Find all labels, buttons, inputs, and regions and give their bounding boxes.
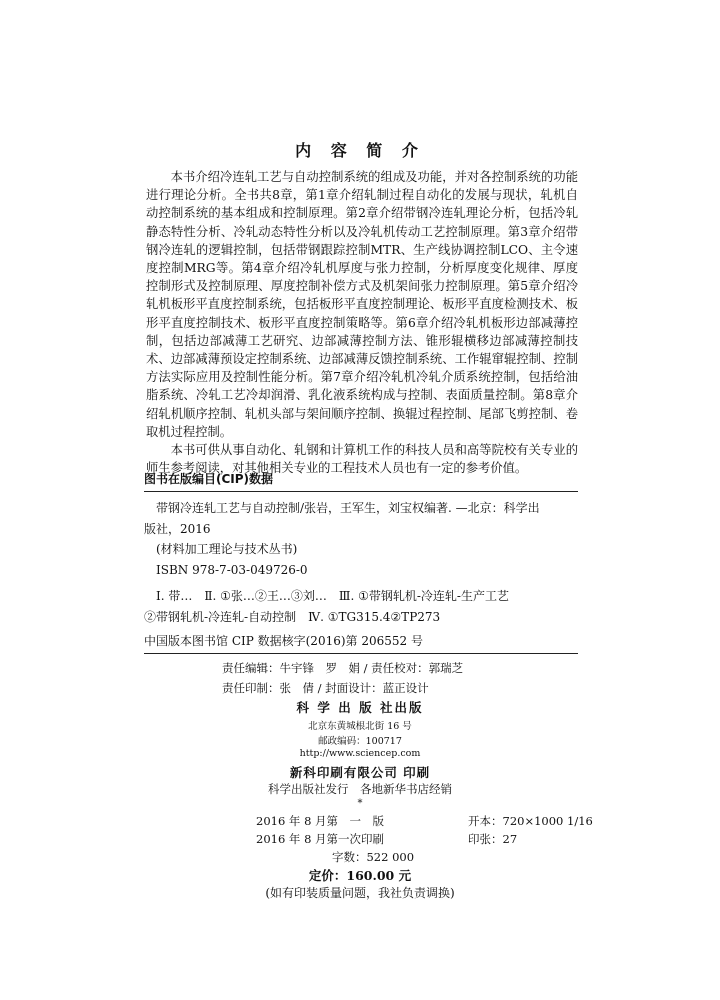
cip-record bbox=[144, 498, 578, 652]
book-summary bbox=[146, 168, 578, 477]
book-format: 开本：720×1000 1/16 bbox=[468, 814, 593, 828]
publisher-address: 北京东黄城根北街 16 号 bbox=[308, 721, 412, 732]
edition-date: 2016 年 8 月第 一 版 bbox=[256, 814, 385, 828]
quality-notice: (如有印装质量问题，我社负责调换) bbox=[265, 886, 455, 900]
printing-row bbox=[256, 831, 517, 847]
cip-heading: 图书在版编目(CIP)数据 bbox=[144, 472, 274, 486]
publisher-postcode: 邮政编码：100717 bbox=[318, 736, 402, 747]
cip-record-line: 版社，2016 bbox=[144, 521, 211, 536]
cip-number: 中国版本图书馆 CIP 数据核字(2016)第 206552 号 bbox=[144, 634, 423, 648]
staff-line: 责任印制：张 倩 / 封面设计：蓝正设计 bbox=[222, 681, 429, 695]
cip-series: (材料加工理论与技术丛书) bbox=[156, 542, 298, 556]
book-price: 定价：160.00 元 bbox=[308, 868, 412, 883]
cip-bottom-divider bbox=[144, 653, 578, 654]
distribution-note: 科学出版社发行 各地新华书店经销 bbox=[268, 782, 452, 796]
word-count: 字数：522 000 bbox=[331, 850, 415, 864]
summary-paragraph: 本书可供从事自动化、轧钢和计算机工作的科技人员和高等院校有关专业的师生参考阅读，对其他相关专业的工程技术人员也有一定的参考价值。 bbox=[146, 443, 578, 476]
edition-row bbox=[256, 813, 593, 829]
page-title: 内 容 简 介 bbox=[295, 141, 425, 160]
cip-top-divider bbox=[144, 491, 578, 492]
summary-paragraph: 本书介绍冷连轧工艺与自动控制系统的组成及功能，并对各控制系统的功能进行理论分析。全书共8章，第1章介绍轧制过程自动化的发展与现状，轧机自动控制系统的基本组成和控制原理。第2章介绍带钢冷连轧理论分析，包括冷轧静态特性分析、冷轧动态特性分析以及冷轧机传动工艺控制原理。第3章介绍带钢冷连轧的逻辑控制，包括带钢跟踪控制MTR、生产线协调控制LCO、主令速度控制MRG等。第4章介绍冷轧机厚度与张力控制，分析厚度变化规律、厚度控制形式及控制原理、厚度控制补偿方式及机架间张力控制原理。第5章介绍冷轧机板形平直度控制系统，包括板形平直度控制理论、板形平直度检测技术、板形平直度控制技术、板形平直度控制策略等。第6章介绍冷轧机板形边部减薄控制，包括边部减薄工艺研究、边部减薄控制方法、锥形辊横移边部减薄控制技术、边部减薄预设定控制系统、边部减薄反馈控制系统、工作辊窜辊控制、控制方法实际应用及控制性能分析。第7章介绍冷轧机冷轧介质系统控制，包括给油脂系统、冷轧工艺冷却润滑、乳化液系统构成与控制、表面质量控制。第8章介绍轧机顺序控制、轧机头部与架间顺序控制、换辊过程控制、尾部飞剪控制、卷取机过程控制。 bbox=[146, 170, 578, 439]
separator-star: * bbox=[357, 798, 363, 809]
staff-credits bbox=[222, 658, 463, 698]
print-date: 2016 年 8 月第一次印刷 bbox=[256, 832, 385, 846]
cip-subject-line: ②带钢轧机-冷连轧-自动控制 Ⅳ. ①TG315.4②TP273 bbox=[144, 609, 441, 624]
publisher-url: http://www.sciencep.com bbox=[299, 748, 421, 759]
publisher-name: 科 学 出 版 社出版 bbox=[296, 700, 424, 715]
printer-name: 新科印刷有限公司 印刷 bbox=[289, 765, 431, 780]
cip-isbn: ISBN 978-7-03-049726-0 bbox=[156, 562, 308, 577]
print-sheets: 印张：27 bbox=[468, 832, 518, 846]
cip-subject-line: Ⅰ. 带… Ⅱ. ①张…②王…③刘… Ⅲ. ①带钢轧机-冷连轧-生产工艺 bbox=[156, 589, 509, 603]
staff-line: 责任编辑：牛宇锋 罗 娟 / 责任校对：郭瑞芝 bbox=[222, 661, 464, 675]
cip-record-line: 带钢冷连轧工艺与自动控制/张岩，王军生，刘宝权编著. —北京：科学出 bbox=[156, 501, 540, 515]
